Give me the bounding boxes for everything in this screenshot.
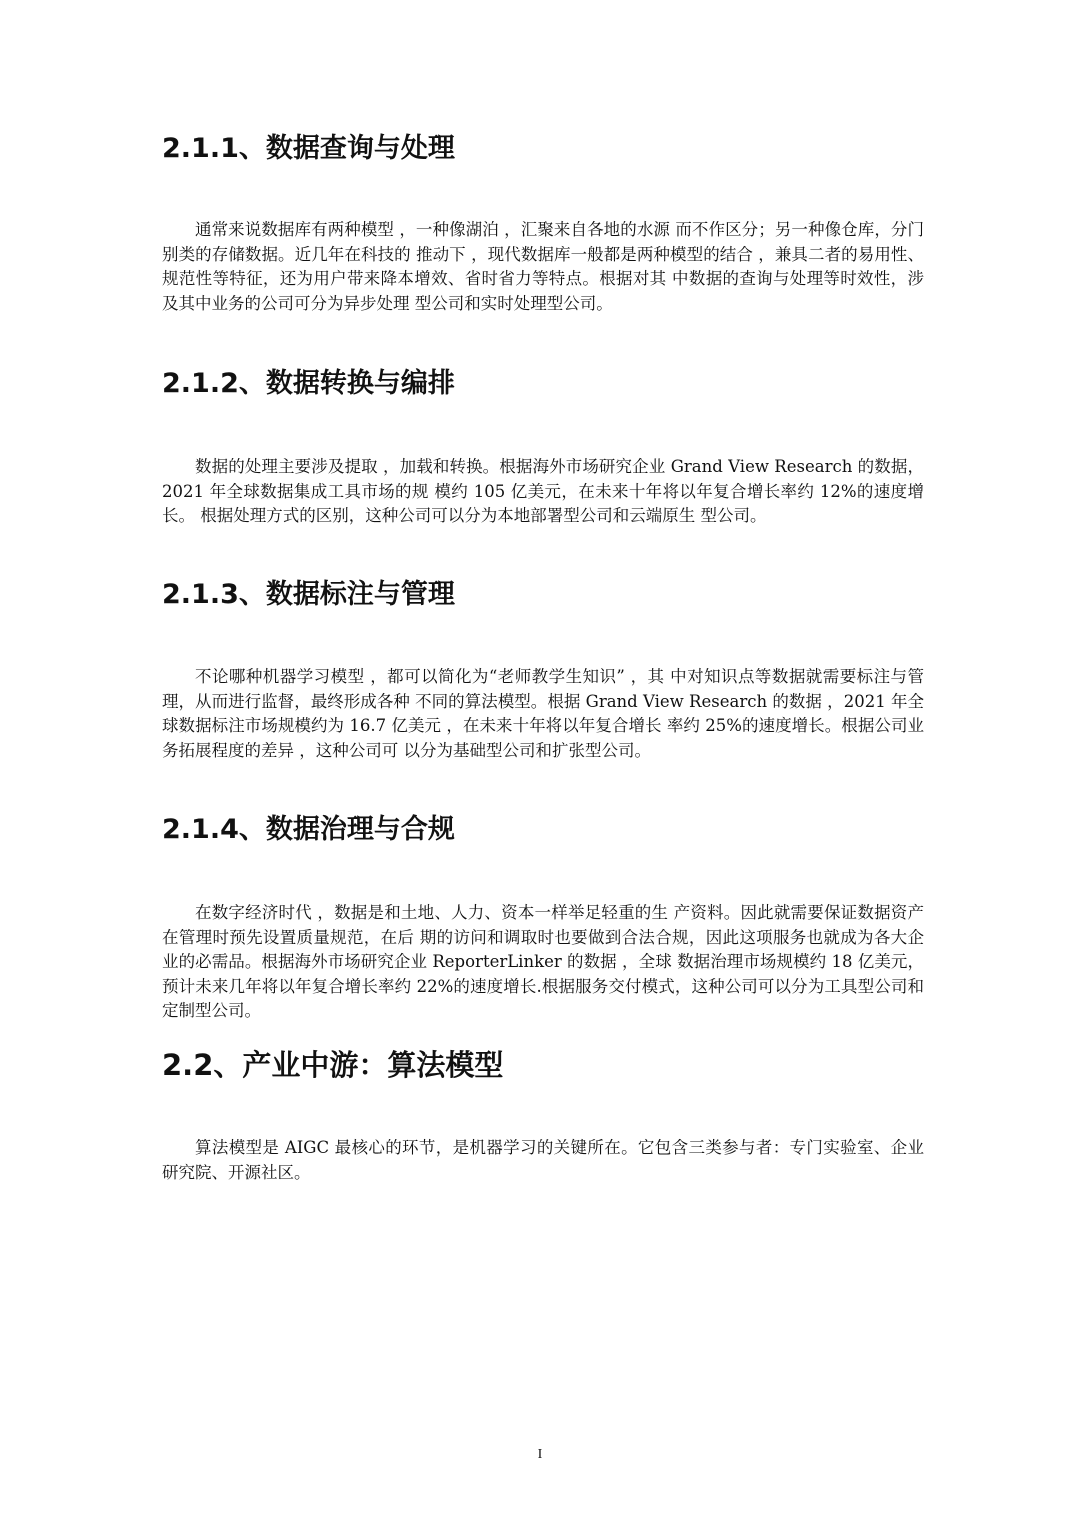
section-paragraph-2-2: 算法模型是 AIGC 最核心的环节，是机器学习的关键所在。它包含三类参与者：专门实验室、企业研究院、开源社区。 bbox=[162, 1138, 924, 1182]
section-heading-2-1-4: 2.1.4、数据治理与合规 bbox=[162, 814, 455, 845]
section-heading-2-2: 2.2、产业中游：算法模型 bbox=[162, 1048, 504, 1082]
section-paragraph-2-1-4: 在数字经济时代 ，数据是和土地、人力、资本一样举足轻重的生 产资料。因此就需要保证数据资产在管理时预先设置质量规范，在后 期的访问和调取时也要做到合法合规，因此这项服务也就成为各大企 业的必需品。根据海外市场研究企业 ReporterLinker 的数据 ，全球 数据治理市场规模约 18 亿美元，预计未来几年将以年复合增长率约 22%的速度增长.根据服务交付模式，这种公司可以分为工具型公司和定制型公司。 bbox=[162, 903, 924, 1020]
section-heading-2-1-3: 2.1.3、数据标注与管理 bbox=[162, 579, 455, 610]
section-paragraph-2-1-3: 不论哪种机器学习模型 ，都可以简化为“老师教学生知识” ，其 中对知识点等数据就需要标注与管理，从而进行监督，最终形成各种 不同的算法模型。根据 Grand View Research 的数据 ，2021 年全 球数据标注市场规模约为 16.7 亿美元 ，在未来十年将以年复合增长 率约 25%的速度增长。根据公司业务拓展程度的差异 ，这种公司可 以分为基础型公司和扩张型公司。 bbox=[162, 667, 924, 760]
page-number: I bbox=[537, 1447, 543, 1462]
section-paragraph-2-1-2: 数据的处理主要涉及提取 ，加载和转换。根据海外市场研究企业 Grand View Research 的数据，2021 年全球数据集成工具市场的规 模约 105 亿美元，在未来十年将以年复合增长率约 12%的速度增长。 根据处理方式的区别，这种公司可以分为本地部署型公司和云端原生 型公司。 bbox=[162, 457, 924, 525]
section-paragraph-2-1-1: 通常来说数据库有两种模型 ，一种像湖泊 ，汇聚来自各地的水源 而不作区分；另一种像仓库，分门别类的存储数据。近几年在科技的 推动下 ，现代数据库一般都是两种模型的结合 ，兼具二者的易用性、规范性等特征，还为用户带来降本增效、省时省力等特点。根据对其 中数据的查询与处理等时效性，涉及其中业务的公司可分为异步处理 型公司和实时处理型公司。 bbox=[162, 220, 924, 313]
section-heading-2-1-2: 2.1.2、数据转换与编排 bbox=[162, 368, 455, 399]
section-heading-2-1-1: 2.1.1、数据查询与处理 bbox=[162, 133, 455, 164]
